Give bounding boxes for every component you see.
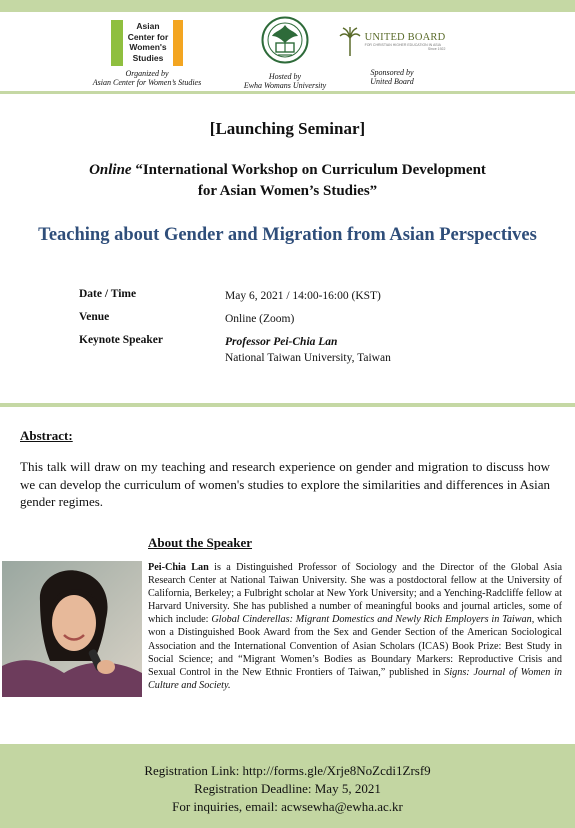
ub-name: UNITED BOARD <box>364 31 446 43</box>
bio-name: Pei-Chia Lan <box>148 562 209 573</box>
footer <box>0 744 575 828</box>
bio-book-title: Global Cinderellas: Migrant Domestics and Newly Rich Employers in Taiwan, <box>211 614 535 626</box>
ewha-logo <box>240 16 330 90</box>
abstract-text: This talk will draw on my teaching and research experience on gender and migration to discuss how we can develop the curriculum of women's studies to explore the similarities and differences in Asian gender regimes. <box>20 459 550 509</box>
speaker-label: Keynote Speaker <box>79 334 164 346</box>
ub-caption-line2: United Board <box>370 77 414 86</box>
bio-journal-title: Signs: Journal of Women in Culture and Society. <box>148 666 563 691</box>
ub-subtitle: FOR CHRISTIAN HIGHER EDUCATION IN ASIA <box>364 42 441 47</box>
seminar-title: [Launching Seminar] <box>209 119 366 138</box>
acws-logo-mark: Asian Center for Women's Studies <box>111 20 183 66</box>
about-speaker-heading: About the Speaker <box>148 535 253 550</box>
header-logos <box>0 12 575 92</box>
section-divider <box>0 403 575 407</box>
speaker-photo <box>2 561 142 697</box>
united-board-logo <box>336 24 448 86</box>
venue-label: Venue <box>79 311 110 323</box>
registration-deadline: Registration Deadline: May 5, 2021 <box>194 781 381 796</box>
ub-caption-line1: Sponsored by <box>370 68 414 77</box>
date-label: Date / Time <box>79 288 137 300</box>
tree-icon <box>339 26 361 56</box>
registration-link[interactable]: Registration Link: http://forms.gle/Xrje8NoZcdi1Zrsf9 <box>144 763 431 778</box>
topic-title: Teaching about Gender and Migration from Asian Perspectives <box>38 225 537 245</box>
acws-caption-line1: Organized by <box>125 69 169 78</box>
online-label: Online <box>89 162 132 178</box>
ewha-seal-icon <box>261 16 309 64</box>
venue-value: Online (Zoom) <box>225 313 295 325</box>
top-band <box>0 0 575 12</box>
speaker-affiliation: National Taiwan University, Taiwan <box>225 352 391 364</box>
acws-caption-line2: Asian Center for Women’s Studies <box>92 78 202 87</box>
acws-logo <box>82 20 212 87</box>
speaker-bio: Pei-Chia Lan is a Distinguished Professor of Sociology and the Director of the Global Asia Research Center at National Taiwan University. She was a postdoctoral fellow at the University of California, Berkeley; a Fulbright scholar at New York University; and a Yenching-Radcliffe fellow at Harvard University. She has published a number of meaningful books and journal articles, some of which include: Global Cinderellas: Migrant Domestics and Newly Rich Employers in Taiwan, which won a Distinguished Book Award from the Sex and Gender Section of the American Sociological Association and the International Convention of Asian Scholars (ICAS) Book Prize: Best Study in Social Science; and “Migrant Women’s Bodies as Boundary Markers: Reproductive Crisis and Sexual Control in the New Ethnic Frontiers of Taiwan,” published in Signs: Journal of Women in Culture and Society. <box>148 562 563 691</box>
ub-since: Since 1922 <box>427 46 446 51</box>
workshop-title: Online “International Workshop on Curriculum Development for Asian Women’s Studies” <box>89 162 486 199</box>
ewha-caption-line2: Ewha Womans University <box>243 81 327 90</box>
speaker-name: Professor Pei-Chia Lan <box>225 336 338 348</box>
header-divider <box>0 91 575 94</box>
date-value: May 6, 2021 / 14:00-16:00 (KST) <box>225 290 381 302</box>
inquiries-email[interactable]: For inquiries, email: acwsewha@ewha.ac.kr <box>172 799 403 814</box>
ewha-caption-line1: Hosted by <box>268 72 302 81</box>
abstract-heading: Abstract: <box>20 428 73 443</box>
